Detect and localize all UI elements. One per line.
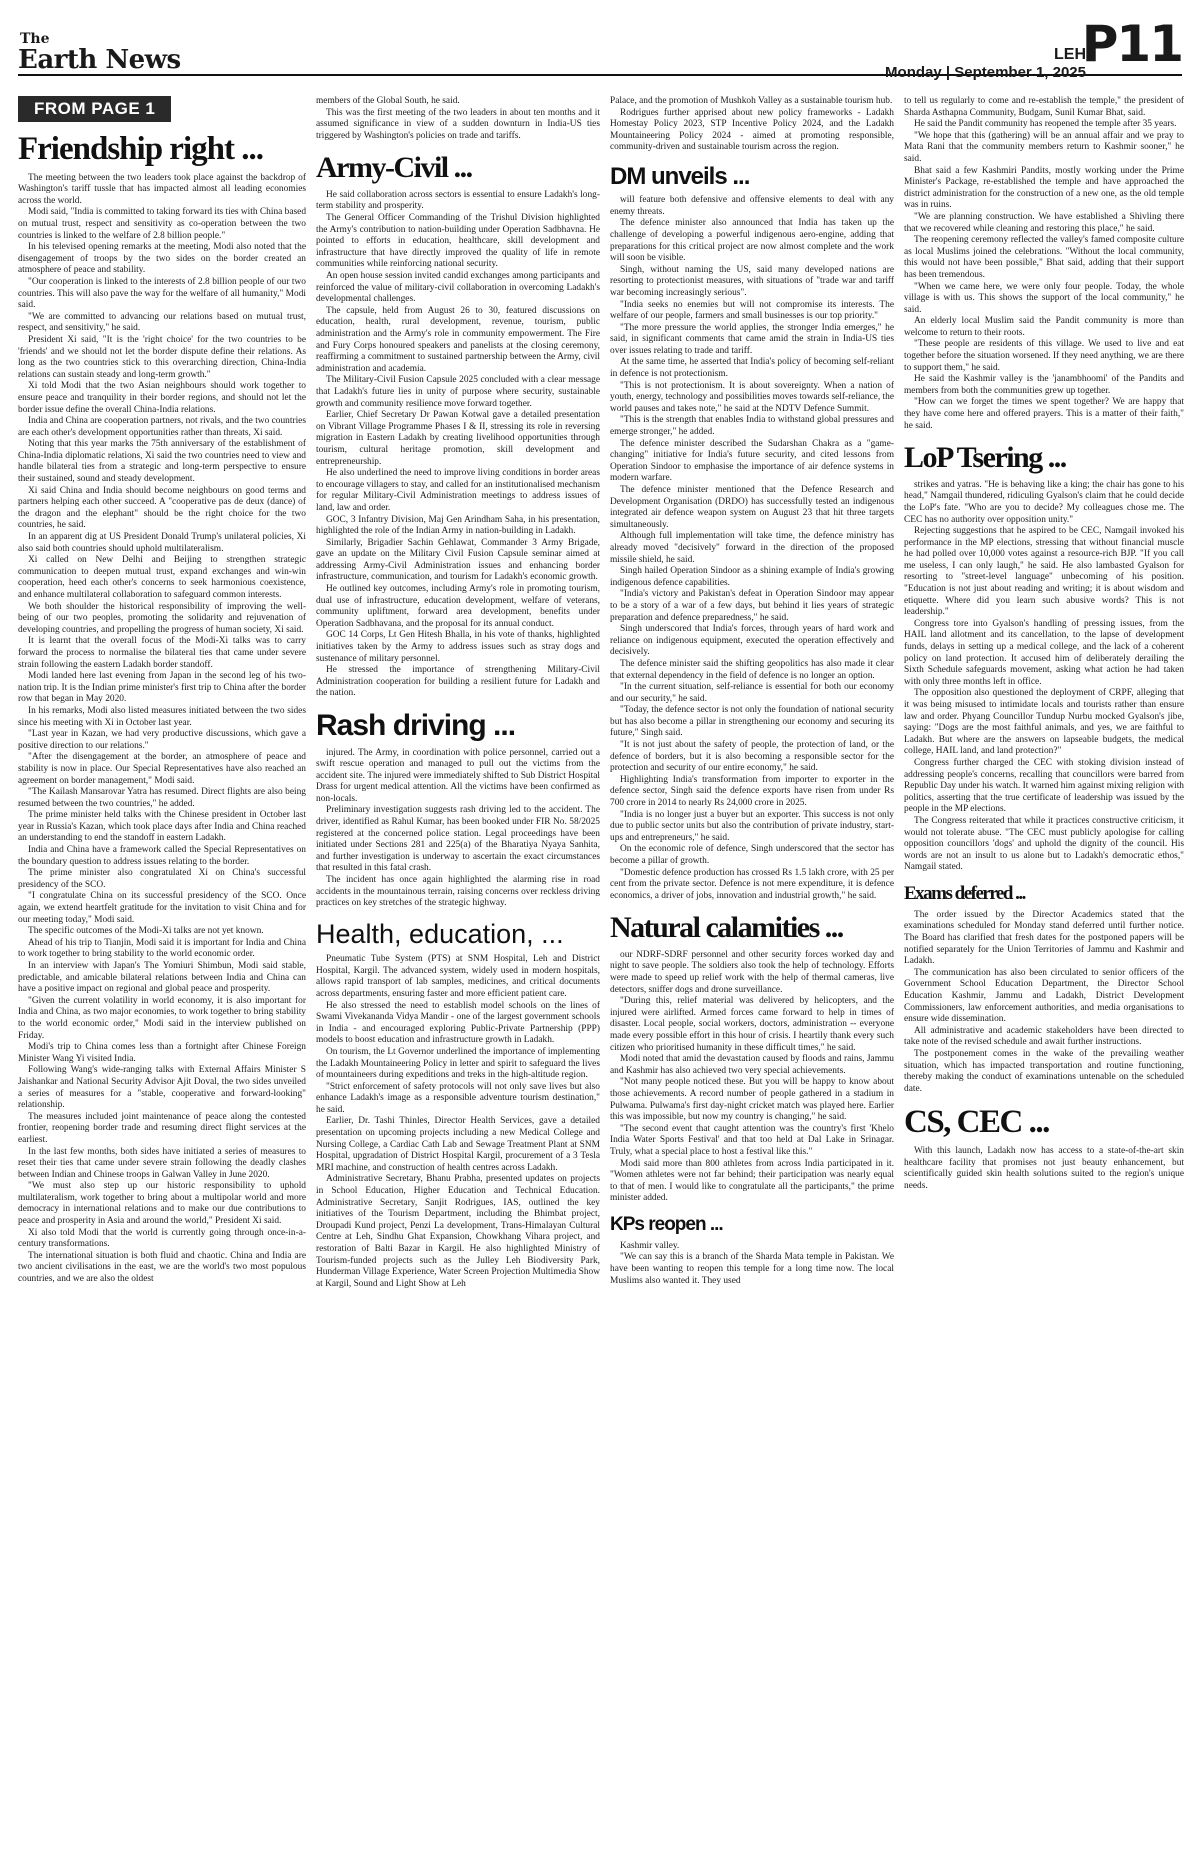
- article-paragraph: "This is the strength that enables India to withstand global pressures and emerge stronger," he added.: [610, 415, 894, 438]
- article-paragraph: The defence minister mentioned that the Defence Research and Development Organisation (DRDO) has successfully tested an indigenous integrated air defence weapon system on August 23 that hit three targets simultaneously.: [610, 485, 894, 530]
- article-paragraph: At the same time, he asserted that India's policy of becoming self-reliant in defence is not protectionism.: [610, 357, 894, 380]
- article-paragraph: Palace, and the promotion of Mushkoh Valley as a sustainable tourism hub.: [610, 96, 893, 106]
- article: [904, 442, 1184, 874]
- article-paragraph: In an apparent dig at US President Donald Trump's unilateral policies, Xi also said both countries should uphold multilateralism.: [18, 532, 306, 554]
- article-paragraph: injured. The Army, in coordination with police personnel, carried out a swift rescue operation and managed to pull out the victims from the accident site. The injured were immediately shifted to Sub District Hospital Drass for urgent medical attention. All the victims have been confirmed as non-locals.: [316, 747, 600, 804]
- article-paragraph: Singh, without naming the US, said many developed nations are resorting to protectionist measures, with situations of "trade war and tariff war becoming increasingly serious".: [610, 264, 894, 298]
- edition-date: Monday | September 1, 2025: [885, 64, 1086, 81]
- article-paragraph: "Last year in Kazan, we had very productive discussions, which gave a positive direction to our relations.": [18, 729, 306, 751]
- article-paragraph: strikes and yatras. "He is behaving like a king; the chair has gone to his head," Namgail thundered, ridiculing Gyalson's claim that he could decide the LoP's fate. "Who are you to decide? My colleagues chose me. The CEC has no authority over opposition unity.": [904, 479, 1184, 525]
- article-paragraph: In his televised opening remarks at the meeting, Modi also noted that the disengagement of troops by the two sides on the border created an atmosphere of peace and stability.: [18, 242, 306, 276]
- article-paragraph: Kashmir valley.: [620, 1240, 680, 1251]
- article-paragraph: On the economic role of defence, Singh underscored that the sector has become a pillar of growth.: [610, 844, 894, 866]
- article-paragraph: The specific outcomes of the Modi-Xi talks are not yet known.: [28, 926, 264, 937]
- page-number: P11: [1081, 15, 1182, 73]
- article-paragraph: "Strict enforcement of safety protocols will not only save lives but also enhance Ladakh's image as a responsible adventure tourism destination," he said.: [316, 1081, 600, 1115]
- newspaper-logo: Earth News: [18, 45, 181, 75]
- article-paragraph: Modi noted that amid the devastation caused by floods and rains, Jammu and Kashmir has also achieved two very special achievements.: [610, 1054, 894, 1076]
- article-paragraph: "India is no longer just a buyer but an exporter. This success is not only due to public sector units but also the contribution of private industry, start-ups and entrepreneurs," he said.: [610, 809, 894, 843]
- article-paragraph: Modi's trip to China comes less than a fortnight after Chinese Foreign Minister Wang Yi visited India.: [18, 1042, 306, 1064]
- article-paragraph: "The second event that caught attention was the country's first 'Khelo India Water Sports Festival' and that too held at Dal Lake in Srinagar. Truly, what a special place to host a festival like this.": [610, 1123, 894, 1157]
- article-paragraph: "How can we forget the times we spent together? We are happy that they have come here and offered prayers. This is a matter of their faith," he said.: [904, 397, 1184, 431]
- article-paragraph: GOC, 3 Infantry Division, Maj Gen Arindham Saha, in his presentation, highlighted the role of the Indian Army in nation-building in Ladakh.: [316, 514, 600, 537]
- article: [904, 96, 1184, 432]
- article-paragraph: "Domestic defence production has crossed Rs 1.5 lakh crore, with 25 per cent from the private sector. Defence is not mere expenditure, it is defence economics, a driver of jobs, innovation and industrial growth," he said.: [610, 867, 894, 901]
- article-paragraph: "Today, the defence sector is not only the foundation of national security but has also become a pillar in strengthening our economy and securing its future," Singh said.: [610, 705, 894, 739]
- column-2: [316, 96, 600, 1846]
- article-paragraph: India and China are cooperation partners, not rivals, and the two countries are each other's development opportunities rather than threats, Xi said.: [18, 416, 306, 438]
- article-paragraph: The postponement comes in the wake of the prevailing weather situation, which has impacted transportation and routine functioning, thereby making the conduct of examinations untenable on the scheduled date.: [904, 1048, 1184, 1094]
- article-paragraph: He also underlined the need to improve living conditions in border areas to encourage villagers to stay, and called for an institutionalised mechanism for regular Military-Civil Administration meetings to address issues of land, law and order.: [316, 468, 600, 513]
- article-paragraph: "India's victory and Pakistan's defeat in Operation Sindoor may appear to be a story of a war of a few days, but behind it lies years of strategic preparation and defence preparedness," he said.: [610, 589, 894, 623]
- article-paragraph: will feature both defensive and offensive elements to deal with any enemy threats.: [610, 195, 894, 217]
- article-paragraph: "During this, relief material was delivered by helicopters, and the injured were airlifted. Armed forces came forward to help in times of disaster. Local people, social workers, doctors, administration -- everyone made every possible effort in this hour of crisis. I heartily thank every such citizen who prioritised humanity in these difficult times," he said.: [610, 996, 894, 1053]
- article-paragraph: President Xi said, "It is the 'right choice' for the two countries to be 'friends' and we should not let the border dispute define their relations. As long as the two countries stick to this overarching direction, China-India relations can sustain steady and long-term growth.": [18, 334, 306, 380]
- article-paragraph: He also stressed the need to establish model schools on the lines of Swami Vivekananda Vidya Mandir - one of the largest government schools in India - and encouraged exploring Public-Private Partnership (PPP) models to boost education and infrastructure growth in Ladakh.: [316, 1000, 600, 1046]
- article-paragraph: Xi also told Modi that the world is currently going through once-in-a-century transformations.: [18, 1227, 306, 1250]
- article-paragraph: Rejecting suggestions that he aspired to be CEC, Namgail invoked his performance in the MP elections, stressing that without financial muscle he had polled over 10,000 votes against a resource-rich BJP. "If you call me useless, I can only laugh," he said. He also lambasted Gyalson for resorting to "street-level language" unbecoming of his position. "Education is not just about reading and writing; it is about wisdom and etiquette. Where did you learn such abusive words? This is not leadership.": [904, 526, 1184, 618]
- article-paragraph: members of the Global South, he said.: [316, 96, 460, 106]
- article-paragraph: "These people are residents of this village. We used to live and eat together before the situation worsened. If they need anything, we are there to support them," he said.: [904, 339, 1184, 373]
- article-headline: Friendship right ...: [18, 131, 263, 167]
- article-paragraph: The defence minister described the Sudarshan Chakra as a "game-changing" initiative for India's future security, and cited lessons from Operation Sindoor to emphasise the importance of air defence systems in modern warfare.: [610, 438, 894, 484]
- edition-info: [885, 46, 1086, 82]
- article-paragraph: "Given the current volatility in world economy, it is also important for India and China, as two major economies, to work together to bring stability to the world economic order," Modi said in the interview published on Friday.: [18, 995, 306, 1041]
- column-1: [18, 96, 306, 1846]
- article-paragraph: Rodrigues further apprised about new policy frameworks - Ladakh Homestay Policy 2023, STP Incentive Policy 2024, and the Ladakh Mountaineering Policy 2024 - aimed at promoting responsible, community-driven and sustainable tourism across the region.: [610, 107, 894, 153]
- article-paragraph: The measures included joint maintenance of peace along the contested frontier, reopening border trade and resuming direct flight services at the earliest.: [18, 1111, 306, 1145]
- article: [610, 912, 894, 1205]
- article-paragraph: Preliminary investigation suggests rash driving led to the accident. The driver, identified as Rahul Kumar, has been booked under FIR No. 58/2025 registered at the concerned police station. Legal proceedings have been initiated under Sections 281 and 225(a) of the Bharatiya Nyaya Sanhita, and further investigation is underway to ascertain the exact circumstances that resulted in this fatal crash.: [316, 805, 600, 874]
- section-kicker: FROM PAGE 1: [18, 96, 171, 122]
- article: [610, 164, 894, 902]
- article-paragraph: "Our cooperation is linked to the interests of 2.8 billion people of our two countries. This will also pave the way for the welfare of all humanity," Modi said.: [18, 276, 306, 311]
- article-paragraph: He outlined key outcomes, including Army's role in promoting tourism, dual use of infrastructure, education development, welfare of veterans, community upliftment, forward area development, benefits under Operation Sadbhavana, and the proposal for its annual conduct.: [316, 584, 600, 629]
- article-paragraph: The General Officer Commanding of the Trishul Division highlighted the Army's contribution to nation-building under Operation Sadbhavna. He pointed to efforts in education, healthcare, skill development and infrastructure that have directly improved the quality of life in remote communities while reinforcing national security.: [316, 213, 600, 270]
- article-paragraph: Earlier, Dr. Tashi Thinles, Director Health Services, gave a detailed presentation on upcoming projects including a new Medical College and Nursing College, a Cardiac Cath Lab and Sewage Treatment Plant at SNM Hospital, upgradation of District Hospital Kargil, procurement of a 3 Tesla MRI machine, and construction of health centres across Ladakh.: [316, 1116, 600, 1173]
- article-paragraph: The capsule, held from August 26 to 30, featured discussions on education, health, rural development, revenue, tourism, public administration and the Army's role in community empowerment. The Fire and Fury Corps honoured speakers and panelists at the closing ceremony, reaffirming a commitment to sustained partnership between the Army, civil administration and academia.: [316, 305, 600, 374]
- article-paragraph: The order issued by the Director Academics stated that the examinations scheduled for Monday stand deferred until further notice. The Board has clarified that fresh dates for the postponed papers will be notified separately for the Union Territories of Jammu and Kashmir and Ladakh.: [904, 909, 1184, 967]
- article-paragraph: "Not many people noticed these. But you will be happy to know about those achievements. A record number of people gathered in a stadium in Pulwama. Pulwama's first day-night cricket match was played here. Earlier this was impossible, but now my country is changing," he said.: [610, 1077, 894, 1123]
- article: [18, 96, 306, 1286]
- article-paragraph: Following Wang's wide-ranging talks with External Affairs Minister S Jaishankar and National Security Advisor Ajit Doval, the two sides unveiled a series of measures for a "stable, cooperative and forward-looking" relationship.: [18, 1065, 306, 1111]
- article-paragraph: "It is not just about the safety of people, the protection of land, or the defence of borders, but it is also becoming a responsible sector for the protection and security of our entire economy," he said.: [610, 740, 894, 774]
- article-paragraph: "I congratulate China on its successful presidency of the SCO. Once again, we extend heartfelt gratitude for the invitation to visit China and for our meeting today," Modi said.: [18, 891, 306, 925]
- article-paragraph: The incident has once again highlighted the alarming rise in road accidents in the mountainous terrain, raising concerns over reckless driving practices on key stretches of the strategic highway.: [316, 875, 600, 909]
- article-headline: Natural calamities ...: [610, 911, 843, 945]
- article-paragraph: The meeting between the two leaders took place against the backdrop of Washington's tariff tussle that has impacted almost all leading economies across the world.: [18, 172, 306, 206]
- article-paragraph: We both shoulder the historical responsibility of improving the well-being of our two peoples, promoting the solidarity and rejuvenation of developing countries, and propelling the progress of human society, Xi said.: [18, 601, 306, 635]
- article-headline: Rash driving ...: [316, 709, 516, 742]
- column-3: [610, 96, 894, 1846]
- article-paragraph: The Military-Civil Fusion Capsule 2025 concluded with a clear message that Ladakh's future lies in unity of purpose where security, sustainable growth and community resilience move forward together.: [316, 375, 600, 409]
- article-paragraph: Administrative Secretary, Bhanu Prabha, presented updates on projects in School Education, Higher Education and Technical Education. Administrative Secretary, Sanjit Rodrigues, IAS, outlined the key initiatives of the Tourism Department, including the Bhimbat project, Droupadi Kund project, Penzi La development, Trans-Himalayan Cultural Centre at Leh, Sindhu Ghat Expansion, Chowkhang Vihara project, and restoration of Balti Bazar in Kargil. He also highlighted Ministry of Tourism-funded projects such as the Julley Leh Biodiversity Park, Hunderman Village Experience, Water Screen Projection Multimedia Show at Kargil, Sound and Light Show at Leh: [316, 1174, 600, 1289]
- article-headline: Army-Civil ...: [316, 151, 472, 185]
- article-paragraph: An open house session invited candid exchanges among participants and reinforced the value of military-civil collaboration in overcoming Ladakh's developmental challenges.: [316, 271, 600, 305]
- article-headline: LoP Tsering ...: [904, 441, 1066, 475]
- article-paragraph: With this launch, Ladakh now has access to a state-of-the-art skin healthcare facility that promises not just beauty enhancement, but scientifically guided skin health solutions suited to the region's unique needs.: [904, 1145, 1184, 1191]
- article-paragraph: "This is not protectionism. It is about sovereignty. When a nation of youth, energy, technology and possibilities moves towards self-reliance, the world pauses and takes note," he said at the NDTV Defence Summit.: [610, 380, 894, 414]
- article-paragraph: The communication has also been circulated to senior officers of the Government School Education Department, the Director School Education Kashmir, Jammu and Ladakh, District Development Commissioners, law enforcement authorities, and media organisations to ensure wide dissemination.: [904, 967, 1184, 1025]
- article-paragraph: The prime minister held talks with the Chinese president in October last year in Russia's Kazan, which took place days after India and China reached an understanding to end the standoff in eastern Ladakh.: [18, 810, 306, 844]
- article-paragraph: All administrative and academic stakeholders have been directed to take note of the revised schedule and await further instructions.: [904, 1025, 1184, 1048]
- article: [316, 710, 600, 910]
- article-paragraph: Bhat said a few Kashmiri Pandits, mostly working under the Prime Minister's Package, re-established the temple and have approached the district administration for the construction of a new one, as the old temple was in ruins.: [904, 165, 1184, 211]
- column-4: [904, 96, 1184, 1846]
- article-paragraph: It is learnt that the overall focus of the Modi-Xi talks was to carry forward the process to normalise the bilateral ties that came under severe strain following the eastern Ladakh border standoff.: [18, 636, 306, 670]
- article-paragraph: An elderly local Muslim said the Pandit community is more than welcome to return to their roots.: [904, 316, 1184, 338]
- article: [316, 152, 600, 700]
- article: [316, 96, 600, 142]
- article-paragraph: India and China have a framework called the Special Representatives on the boundary question to address issues relating to the border.: [18, 845, 306, 867]
- article-paragraph: The defence minister said the shifting geopolitics has also made it clear that external dependency in the field of defence is no longer an option.: [610, 658, 894, 681]
- article-paragraph: In the last few months, both sides have initiated a series of measures to reset their ties that came under severe strain following the deadly clashes between Indian and Chinese troops in Galwan Valley in June 2020.: [18, 1146, 306, 1180]
- article-paragraph: Highlighting India's transformation from importer to exporter in the defence sector, Singh said the defence exports have risen from under Rs 700 crore in 2014 to nearly Rs 24,000 crore in 2025.: [610, 774, 894, 809]
- article-paragraph: Xi said China and India should become neighbours on good terms and partners helping each other succeed. A "cooperative pas de deux (dance) of the dragon and the elephant" should be the right choice for the two countries, he said.: [18, 485, 306, 531]
- article-paragraph: The opposition also questioned the deployment of CRPF, alleging that it was being misused to intimidate locals and tourists rather than ensure law and order. Phyang Councillor Tundup Nurbu mocked Gyalson's jibe, saying: "Dogs are the most faithful animals, and yes, we are faithful to Ladakh. But where are the answers on lapseable budgets, the medical college, HAIL land, and land protection?": [904, 688, 1184, 757]
- article-paragraph: our NDRF-SDRF personnel and other security forces worked day and night to save people. The soldiers also took the help of technology. Efforts were made to speed up relief work with the help of thermal cameras, live detectors, sniffer dogs and drone surveillance.: [610, 949, 894, 995]
- article-paragraph: "We must also step up our historic responsibility to uphold multilateralism, work together to bring about a multipolar world and more democracy in international relations and to make our due contributions to peace and prosperity in Asia and around the world," President Xi said.: [18, 1181, 306, 1227]
- article-paragraph: In his remarks, Modi also listed measures initiated between the two sides since his meeting with Xi in October last year.: [18, 705, 306, 728]
- article-paragraph: "The more pressure the world applies, the stronger India emerges," he said, in significant comments that came amid the strain in India-US ties over issues relating to trade and tariff.: [610, 322, 894, 356]
- article-headline: Exams deferred ...: [904, 882, 1025, 904]
- article: [904, 884, 1184, 1095]
- article-paragraph: Pneumatic Tube System (PTS) at SNM Hospital, Leh and District Hospital, Kargil. The advanced system, widely used in modern hospitals, allows rapid transport of lab samples, medicines, and critical documents across departments, ensuring faster and more efficient patient care.: [316, 954, 600, 999]
- article-paragraph: "After the disengagement at the border, an atmosphere of peace and stability is now in place. Our Special Representatives have also reached an agreement on border management," Modi said.: [18, 752, 306, 786]
- article-paragraph: "We can say this is a branch of the Sharda Mata temple in Pakistan. We have been wanting to reopen this temple for a long time now. The local Muslims also wanted it. They used: [610, 1252, 894, 1286]
- article-paragraph: Modi said, "India is committed to taking forward its ties with China based on mutual trust, respect and sensitivity as co-operation between the two countries is linked to the welfare of 2.8 billion people.": [18, 207, 306, 241]
- article-paragraph: The international situation is both fluid and chaotic. China and India are two ancient civilisations in the east, we are the world's two most populous countries, and we are also the oldest: [18, 1250, 306, 1285]
- article-headline: Health, education, ...: [316, 918, 564, 949]
- article-paragraph: He said the Pandit community has reopened the temple after 35 years.: [914, 119, 1177, 130]
- article-paragraph: He said collaboration across sectors is essential to ensure Ladakh's long-term stability and prosperity.: [316, 189, 600, 212]
- article-paragraph: "In the current situation, self-reliance is essential for both our economy and our security," he said.: [610, 682, 894, 704]
- article: [316, 920, 600, 1291]
- article-paragraph: The reopening ceremony reflected the valley's famed composite culture as local Muslims joined the celebrations. "Without the local community, this would not have been possible," Bhat said, adding that their support has been tremendous.: [904, 235, 1184, 280]
- article-paragraph: Although full implementation will take time, the defence ministry has already moved "decisively" forward in the direction of the proposed missile shield, he said.: [610, 531, 894, 565]
- article: [610, 96, 894, 154]
- masthead: [18, 14, 1182, 81]
- article-paragraph: Xi told Modi that the two Asian neighbours should work together to ensure peace and tranquility in their border regions, and should not let the border issue define the overall China-India relations.: [18, 381, 306, 415]
- article-paragraph: Singh hailed Operation Sindoor as a shining example of India's growing indigenous defence capabilities.: [610, 566, 894, 588]
- article-paragraph: The Congress reiterated that while it practices constructive criticism, it would not tolerate abuse. "The CEC must publicly apologise for calling opposition councillors 'dogs' and uphold the dignity of the council. His words are not an insult to us alone but to Ladakh's democratic ethos," Namgail stated.: [904, 815, 1184, 873]
- article-paragraph: He said the Kashmir valley is the 'janambhoomi' of the Pandits and members from both the communities grew up together.: [904, 374, 1184, 396]
- article-paragraph: "We are planning construction. We have established a Shivling there that we recovered while cleaning and restoring this place," he said.: [904, 211, 1184, 234]
- article-paragraph: "India seeks no enemies but will not compromise its interests. The welfare of our people, farmers and small businesses is our top priority.": [610, 299, 894, 322]
- article-paragraph: On tourism, the Lt Governor underlined the importance of implementing the Ladakh Mountaineering Policy in letter and spirit to safeguard the lives of mountaineers during expeditions and treks in the high-altitude region.: [316, 1046, 600, 1081]
- article-paragraph: Congress further charged the CEC with stoking division instead of addressing people's concerns, recalling that councillors were barred from Republic Day under his watch. It warned him against mixing religion with politics, asserting that the true certificate of leadership was issued by the people in the MP elections.: [904, 757, 1184, 815]
- article-paragraph: "We hope that this (gathering) will be an annual affair and we pray to Mata Rani that the community members return to Kashmir sooner," he said.: [904, 130, 1184, 164]
- article-paragraph: Noting that this year marks the 75th anniversary of the establishment of China-India diplomatic relations, Xi said the two countries need to view and handle bilateral ties from a strategic and long-term perspective to ensure their sustained, sound and steady development.: [18, 439, 306, 485]
- article-paragraph: GOC 14 Corps, Lt Gen Hitesh Bhalla, in his vote of thanks, highlighted initiatives taken by the Army to address issues such as stray dogs and sustenance of military personnel.: [316, 630, 600, 664]
- article-paragraph: The defence minister also announced that India has taken up the challenge of developing a powerful indigenous aero-engine, adding that preparations for this critical project are now almost complete and the work will soon be visible.: [610, 218, 894, 264]
- article-paragraph: Singh underscored that India's forces, through years of hard work and reliance on indigenous equipment, executed the operation effectively and decisively.: [610, 624, 894, 658]
- article-paragraph: He stressed the importance of strengthening Military-Civil Administration cooperation for building a resilient future for Ladakh and the nation.: [316, 665, 600, 699]
- article-headline: KPs reopen ...: [610, 1213, 723, 1235]
- article-paragraph: This was the first meeting of the two leaders in about ten months and it assumed significance in view of a sudden downturn in India-US ties triggered by Washington's policies on trade and tariffs.: [316, 107, 600, 141]
- logo-top: The: [20, 31, 50, 47]
- article-paragraph: Ahead of his trip to Tianjin, Modi said it is important for India and China to work together to bring stability to the world economic order.: [18, 937, 306, 960]
- article-paragraph: to tell us regularly to come and re-establish the temple," the president of Sharda Asthapna Community, Budgam, Sunil Kumar Bhat, said.: [904, 96, 1184, 118]
- article-paragraph: Modi landed here last evening from Japan in the second leg of his two-nation trip. It is the Indian prime minister's first trip to China after the border row that began in May 2020.: [18, 671, 306, 705]
- article: [610, 1215, 894, 1287]
- article-paragraph: Xi called on New Delhi and Beijing to strengthen strategic communication to deepen mutual trust, expand exchanges and win-win cooperation, heed each other's concerns to seek harmonious coexistence, and enhance multilateral collaboration to safeguard common interests.: [18, 555, 306, 601]
- article-paragraph: The prime minister also congratulated Xi on China's successful presidency of the SCO.: [18, 868, 306, 890]
- article-paragraph: Similarly, Brigadier Sachin Gehlawat, Commander 3 Army Brigade, gave an update on the Military Civil Fusion Capsule seminar aimed at addressing Army-Civil Administration issues and enhancing border infrastructure, communication, and tourism for Ladakh's economic growth.: [316, 537, 600, 583]
- article-headline: DM unveils ...: [610, 162, 750, 190]
- article: [904, 1105, 1184, 1192]
- article-paragraph: "The Kailash Mansarovar Yatra has resumed. Direct flights are also being resumed between the two countries," he added.: [18, 787, 306, 809]
- article-paragraph: In an interview with Japan's The Yomiuri Shimbun, Modi said stable, predictable, and amicable bilateral relations between India and China can have a positive impact on regional and global peace and prosperity.: [18, 961, 306, 995]
- article-paragraph: Congress tore into Gyalson's handling of pressing issues, from the HAIL land allotment and its cancellation, to the lapse of development funds, delays in setting up a medical college, and the lack of a coherent policy on land protection. It accused him of deliberately derailing the Sixth Schedule safeguards movement, asking what action he had taken with only three months left in office.: [904, 618, 1184, 687]
- article-paragraph: "When we came here, we were only four people. Today, the whole village is with us. This shows the support of the local community," he said.: [904, 281, 1184, 315]
- article-headline: CS, CEC ...: [904, 1104, 1049, 1141]
- article-paragraph: Earlier, Chief Secretary Dr Pawan Kotwal gave a detailed presentation on Vibrant Village Programme Phases I & II, stressing its role in reversing migration in Eastern Ladakh by creating livelihood opportunities through tourism, cultural heritage promotion, skill development and entrepreneurship.: [316, 410, 600, 467]
- article-paragraph: Modi said more than 800 athletes from across India participated in it. "Women athletes were not far behind; their participation was nearly equal to that of men. I would like to congratulate all the participants," the prime minister added.: [610, 1158, 894, 1204]
- article-paragraph: "We are committed to advancing our relations based on mutual trust, respect, and sensitivity," he said.: [18, 311, 306, 334]
- edition-location: LEH: [1054, 46, 1086, 63]
